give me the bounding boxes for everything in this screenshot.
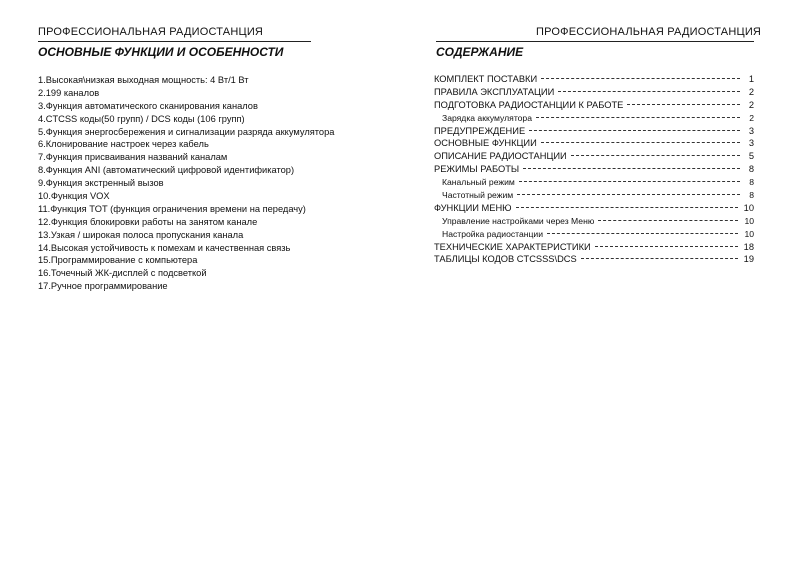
toc-entry[interactable]: [434, 176, 754, 189]
feature-item: 16.Точечный ЖК-дисплей с подсветкой: [38, 268, 207, 279]
right-page: [396, 0, 793, 564]
feature-item: 5.Функция энергосбережения и сигнализации разряда аккумулятора: [38, 126, 335, 137]
toc-leader-dots: [536, 117, 740, 118]
toc-entry-label: Канальный режим: [442, 177, 515, 188]
toc-entry-label: ОСНОВНЫЕ ФУНКЦИИ: [434, 138, 537, 149]
toc-entry-page: 18: [743, 241, 754, 252]
toc-entry-label: Управление настройками через Меню: [442, 215, 595, 226]
feature-item: 12.Функция блокировки работы на занятом канале: [38, 216, 258, 227]
toc-leader-dots: [541, 78, 740, 79]
toc-entry[interactable]: [434, 253, 754, 266]
toc-entry-page: 3: [748, 138, 754, 149]
toc-entry-page: 10: [744, 228, 754, 239]
toc-entry-page: 2: [748, 86, 754, 97]
toc-entry-page: 10: [744, 215, 754, 226]
toc-entry[interactable]: [434, 228, 754, 241]
toc-entry-page: 19: [743, 254, 754, 265]
toc-entry-page: 5: [748, 151, 754, 162]
toc-leader-dots: [627, 104, 740, 105]
feature-item: 9.Функция экстренный вызов: [38, 178, 164, 189]
toc-leader-dots: [519, 181, 740, 182]
toc-entry-label: КОМПЛЕКТ ПОСТАВКИ: [434, 74, 538, 84]
toc-entry-label: ТАБЛИЦЫ КОДОВ CTCSSS\DCS: [434, 254, 577, 265]
toc-entry-label: ТЕХНИЧЕСКИЕ ХАРАКТЕРИСТИКИ: [434, 241, 591, 252]
toc-entry[interactable]: [434, 241, 754, 254]
feature-item: 10.Функция VOX: [38, 191, 110, 202]
toc-entry-page: 8: [749, 177, 754, 188]
toc-entry-page: 1: [748, 74, 754, 84]
feature-item: 3.Функция автоматического сканирования каналов: [38, 100, 258, 111]
toc-entry[interactable]: [434, 137, 754, 150]
section-title: ОСНОВНЫЕ ФУНКЦИИ И ОСОБЕННОСТИ: [38, 45, 284, 59]
header-rule: [436, 41, 754, 42]
feature-item: 14.Высокая устойчивость к помехам и качественная связь: [38, 242, 291, 253]
toc-entry-label: ФУНКЦИИ МЕНЮ: [434, 202, 512, 213]
toc-entry-page: 2: [748, 99, 754, 110]
toc-leader-dots: [571, 155, 740, 156]
toc-entry[interactable]: [434, 202, 754, 215]
toc-entry-label: РЕЖИМЫ РАБОТЫ: [434, 164, 520, 175]
toc-entry-label: ПРЕДУПРЕЖДЕНИЕ: [434, 125, 526, 136]
toc-entry[interactable]: [434, 215, 754, 228]
toc-entry[interactable]: [434, 86, 754, 99]
left-page: [0, 0, 396, 564]
contents-title: СОДЕРЖАНИЕ: [436, 45, 524, 59]
toc-entry-page: 8: [748, 164, 754, 175]
feature-item: 6.Клонирование настроек через кабель: [38, 139, 209, 150]
toc-entry-label: ОПИСАНИЕ РАДИОСТАНЦИИ: [434, 151, 567, 162]
toc-entry[interactable]: [434, 112, 754, 125]
toc-leader-dots: [581, 258, 738, 259]
running-header: ПРОФЕССИОНАЛЬНАЯ РАДИОСТАНЦИЯ: [38, 26, 264, 38]
toc-entry-label: Частотный режим: [442, 190, 514, 201]
toc-entry-label: ПОДГОТОВКА РАДИОСТАНЦИИ К РАБОТЕ: [434, 99, 624, 110]
toc-entry[interactable]: [434, 73, 754, 86]
feature-item: 2.199 каналов: [38, 87, 100, 98]
toc-leader-dots: [595, 246, 738, 247]
table-of-contents: [434, 73, 754, 266]
toc-leader-dots: [517, 194, 740, 195]
header-rule: [38, 41, 311, 42]
toc-entry[interactable]: [434, 163, 754, 176]
toc-entry[interactable]: [434, 99, 754, 112]
toc-entry-page: 2: [749, 112, 754, 123]
toc-leader-dots: [547, 233, 738, 234]
toc-entry-label: Зарядка аккумулятора: [442, 112, 532, 123]
toc-leader-dots: [541, 142, 740, 143]
toc-leader-dots: [529, 130, 740, 131]
toc-leader-dots: [598, 220, 738, 221]
toc-leader-dots: [516, 207, 738, 208]
toc-entry-label: ПРАВИЛА ЭКСПЛУАТАЦИИ: [434, 86, 555, 97]
toc-entry-page: 10: [743, 202, 754, 213]
toc-entry-page: 3: [748, 125, 754, 136]
running-header: ПРОФЕССИОНАЛЬНАЯ РАДИОСТАНЦИЯ: [536, 26, 762, 38]
feature-list: [38, 74, 334, 293]
toc-leader-dots: [523, 168, 740, 169]
feature-item: 17.Ручное программирование: [38, 281, 168, 292]
feature-item: 11.Функция TOT (функция ограничения времени на передачу): [38, 203, 306, 214]
toc-leader-dots: [558, 91, 740, 92]
feature-item: 7.Функция присваивания названий каналам: [38, 152, 228, 163]
feature-item: 15.Программирование с компьютера: [38, 255, 198, 266]
feature-item: 13.Узкая / широкая полоса пропускания канала: [38, 229, 244, 240]
feature-item: 1.Высокая\низкая выходная мощность: 4 Вт/1 Вт: [38, 75, 249, 85]
toc-entry[interactable]: [434, 189, 754, 202]
feature-item: 8.Функция ANI (автоматический цифровой идентификатор): [38, 165, 295, 176]
toc-entry-label: Настройка радиостанции: [442, 228, 544, 239]
toc-entry[interactable]: [434, 125, 754, 138]
toc-entry-page: 8: [749, 190, 754, 201]
feature-item: 4.CTCSS коды(50 групп) / DCS коды (106 групп): [38, 113, 245, 124]
toc-entry[interactable]: [434, 150, 754, 163]
